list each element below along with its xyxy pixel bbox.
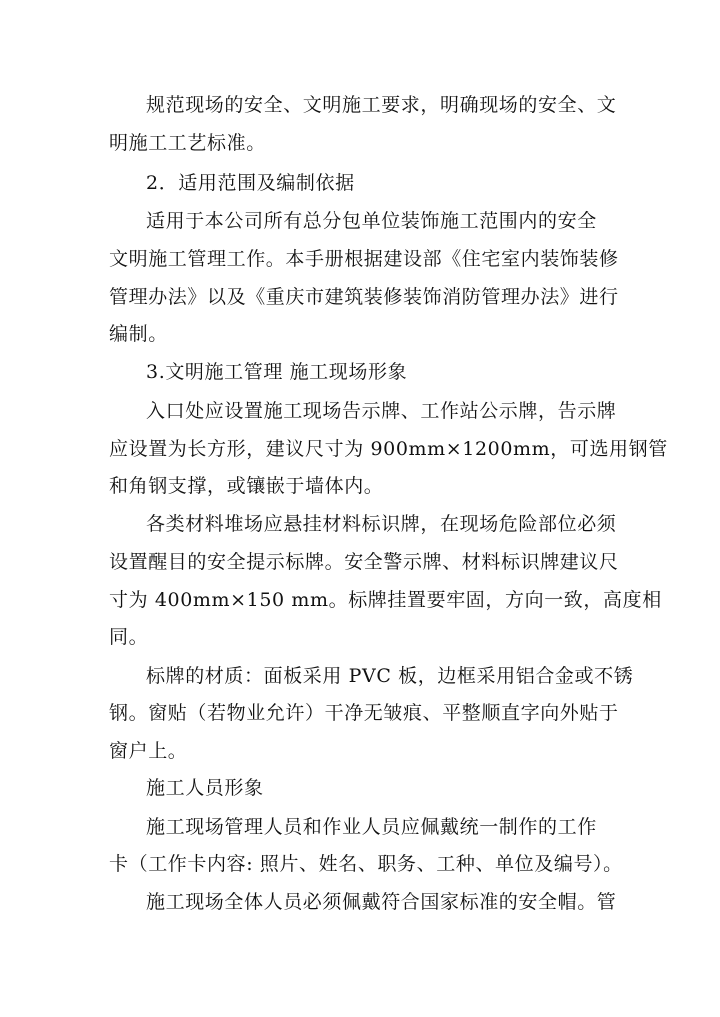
section-heading: 3.文明施工管理 施工现场形象 (146, 361, 408, 383)
text-line: 寸为 400mm×150 mm。标牌挂置要牢固，方向一致，高度相 (109, 589, 662, 611)
section-heading: 2．适用范围及编制依据 (146, 172, 355, 194)
text-line: 编制。 (109, 323, 168, 345)
text-line: 管理办法》以及《重庆市建筑装修装饰消防管理办法》进行 (109, 286, 619, 308)
text-line: 设置醒目的安全提示标牌。安全警示牌、材料标识牌建议尺 (109, 551, 619, 573)
text-line: 各类材料堆场应悬挂材料标识牌，在现场危险部位必须 (146, 513, 617, 535)
section-heading: 施工人员形象 (146, 777, 264, 799)
text-line: 文明施工管理工作。本手册根据建设部《住宅室内装饰装修 (109, 248, 619, 270)
text-line: 标牌的材质：面板采用 PVC 板，边框采用铝合金或不锈 (146, 665, 634, 687)
text-line: 明施工工艺标准。 (109, 132, 266, 154)
text-line: 适用于本公司所有总分包单位装饰施工范围内的安全 (146, 210, 597, 232)
text-line: 应设置为长方形，建议尺寸为 900mm×1200mm，可选用钢管 (109, 438, 668, 460)
text-line: 钢。窗贴（若物业允许）干净无皱痕、平整顺直字向外贴于 (109, 702, 619, 724)
text-line: 卡（工作卡内容: 照片、姓名、职务、工种、单位及编号）。 (109, 853, 623, 875)
text-line: 同。 (109, 626, 149, 648)
text-line: 入口处应设置施工现场告示牌、工作站公示牌，告示牌 (146, 400, 617, 422)
text-line: 窗户上。 (109, 740, 188, 762)
text-line: 施工现场全体人员必须佩戴符合国家标准的安全帽。管 (146, 891, 617, 913)
text-line: 施工现场管理人员和作业人员应佩戴统一制作的工作 (146, 816, 597, 838)
text-line: 和角钢支撑，或镶嵌于墙体内。 (109, 475, 384, 497)
text-line: 规范现场的安全、文明施工要求，明确现场的安全、文 (146, 94, 617, 116)
